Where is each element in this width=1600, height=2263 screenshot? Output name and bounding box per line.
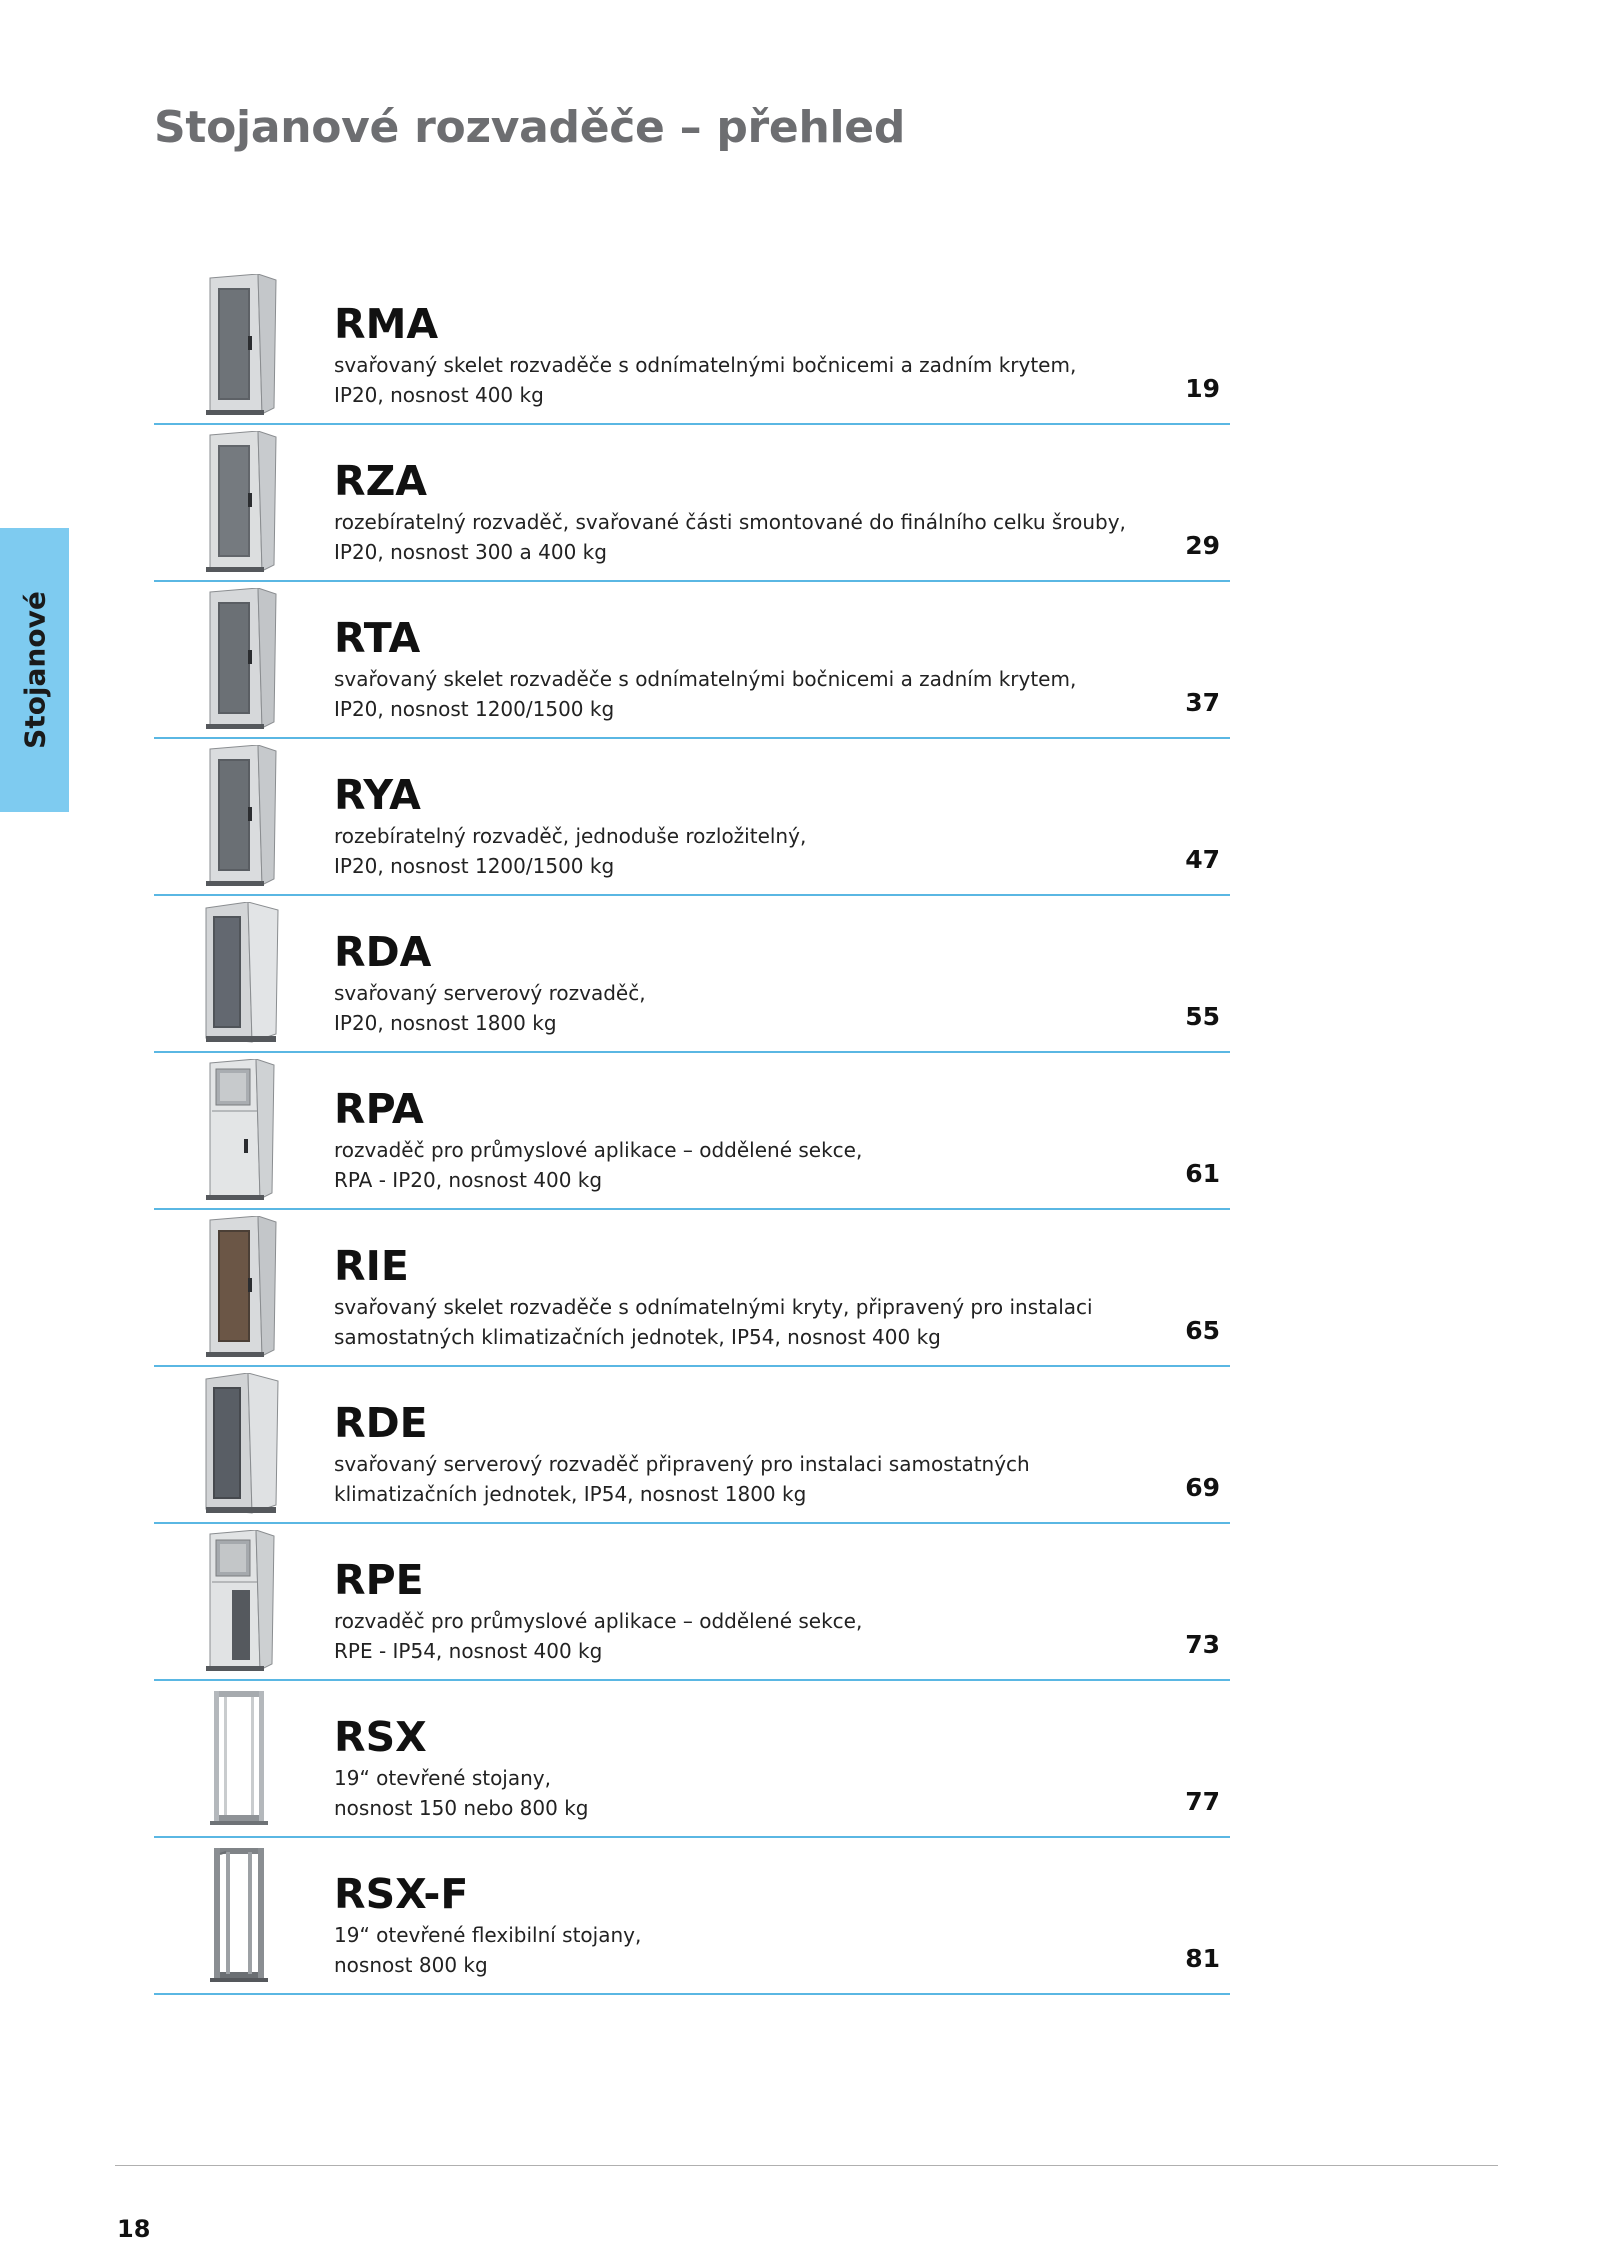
product-row-rza[interactable]	[154, 425, 1230, 582]
product-row-rpe[interactable]	[154, 1524, 1230, 1681]
product-page-reference[interactable]: 61	[1185, 1159, 1220, 1188]
product-description-line: rozvaděč pro průmyslové aplikace – oddělené sekce,	[334, 1609, 863, 1633]
product-code: RZA	[334, 457, 428, 505]
server-cabinet-icon	[196, 902, 282, 1044]
product-description	[334, 1135, 1194, 1195]
product-description	[334, 350, 1194, 410]
footer-divider	[115, 2165, 1498, 2166]
rack-cabinet-icon	[196, 274, 282, 416]
product-description-line: svařovaný skelet rozvaděče s odnímatelnými bočnicemi a zadním krytem,	[334, 667, 1077, 691]
product-description-line: nosnost 800 kg	[334, 1953, 488, 1977]
product-description	[334, 507, 1194, 567]
product-description-line: IP20, nosnost 1800 kg	[334, 1011, 557, 1035]
product-code: RMA	[334, 300, 439, 348]
product-code: RSX	[334, 1713, 427, 1761]
product-description-line: 19“ otevřené flexibilní stojany,	[334, 1923, 642, 1947]
rack-cabinet-icon	[196, 588, 282, 730]
product-description-line: IP20, nosnost 300 a 400 kg	[334, 540, 607, 564]
product-code: RTA	[334, 614, 421, 662]
industrial-cabinet-icon	[196, 1530, 282, 1672]
open-frame-rack-icon	[196, 1844, 282, 1986]
product-description-line: rozebíratelný rozvaděč, svařované části smontované do finálního celku šrouby,	[334, 510, 1126, 534]
product-description-line: rozvaděč pro průmyslové aplikace – oddělené sekce,	[334, 1138, 863, 1162]
server-cabinet-icon	[196, 1373, 282, 1515]
product-page-reference[interactable]: 73	[1185, 1630, 1220, 1659]
product-description	[334, 1920, 1194, 1980]
product-row-rda[interactable]	[154, 896, 1230, 1053]
open-rack-icon	[196, 1687, 282, 1829]
product-page-reference[interactable]: 69	[1185, 1473, 1220, 1502]
product-description-line: IP20, nosnost 1200/1500 kg	[334, 854, 615, 878]
product-description-line: svařovaný skelet rozvaděče s odnímatelnými bočnicemi a zadním krytem,	[334, 353, 1077, 377]
product-code: RPA	[334, 1085, 424, 1133]
product-row-rpa[interactable]	[154, 1053, 1230, 1210]
product-description-line: RPE - IP54, nosnost 400 kg	[334, 1639, 603, 1663]
product-row-rsx[interactable]	[154, 1681, 1230, 1838]
product-code: RIE	[334, 1242, 409, 1290]
product-row-rde[interactable]	[154, 1367, 1230, 1524]
section-side-tab	[0, 528, 69, 812]
product-description	[334, 1606, 1194, 1666]
product-row-rie[interactable]	[154, 1210, 1230, 1367]
rack-cabinet-icon	[196, 431, 282, 573]
product-description-line: samostatných klimatizačních jednotek, IP54, nosnost 400 kg	[334, 1325, 941, 1349]
page-number: 18	[117, 2215, 151, 2243]
product-page-reference[interactable]: 65	[1185, 1316, 1220, 1345]
product-code: RDE	[334, 1399, 428, 1447]
product-row-rsx-f[interactable]	[154, 1838, 1230, 1995]
product-row-rma[interactable]	[154, 268, 1230, 425]
product-description-line: rozebíratelný rozvaděč, jednoduše rozložitelný,	[334, 824, 807, 848]
rack-cabinet-icon	[196, 1216, 282, 1358]
product-page-reference[interactable]: 77	[1185, 1787, 1220, 1816]
product-description-line: 19“ otevřené stojany,	[334, 1766, 551, 1790]
product-code: RPE	[334, 1556, 424, 1604]
product-list	[154, 268, 1230, 1995]
product-description	[334, 1449, 1194, 1509]
product-row-rta[interactable]	[154, 582, 1230, 739]
product-description	[334, 664, 1194, 724]
product-page-reference[interactable]: 47	[1185, 845, 1220, 874]
product-description-line: svařovaný serverový rozvaděč,	[334, 981, 646, 1005]
product-description-line: svařovaný serverový rozvaděč připravený pro instalaci samostatných	[334, 1452, 1030, 1476]
industrial-cabinet-icon	[196, 1059, 282, 1201]
product-page-reference[interactable]: 37	[1185, 688, 1220, 717]
product-description	[334, 1292, 1194, 1352]
product-page-reference[interactable]: 19	[1185, 374, 1220, 403]
product-row-rya[interactable]	[154, 739, 1230, 896]
product-code: RYA	[334, 771, 421, 819]
product-description-line: IP20, nosnost 400 kg	[334, 383, 544, 407]
product-code: RDA	[334, 928, 432, 976]
product-page-reference[interactable]: 81	[1185, 1944, 1220, 1973]
product-page-reference[interactable]: 29	[1185, 531, 1220, 560]
side-tab-label: Stojanové	[18, 591, 51, 749]
product-description	[334, 978, 1194, 1038]
product-description-line: IP20, nosnost 1200/1500 kg	[334, 697, 615, 721]
product-description-line: nosnost 150 nebo 800 kg	[334, 1796, 589, 1820]
product-description-line: klimatizačních jednotek, IP54, nosnost 1800 kg	[334, 1482, 807, 1506]
product-description-line: RPA - IP20, nosnost 400 kg	[334, 1168, 603, 1192]
page-title: Stojanové rozvaděče – přehled	[154, 102, 906, 153]
product-description	[334, 821, 1194, 881]
product-code: RSX-F	[334, 1870, 469, 1918]
product-description	[334, 1763, 1194, 1823]
rack-cabinet-icon	[196, 745, 282, 887]
product-description-line: svařovaný skelet rozvaděče s odnímatelnými kryty, připravený pro instalaci	[334, 1295, 1093, 1319]
product-page-reference[interactable]: 55	[1185, 1002, 1220, 1031]
